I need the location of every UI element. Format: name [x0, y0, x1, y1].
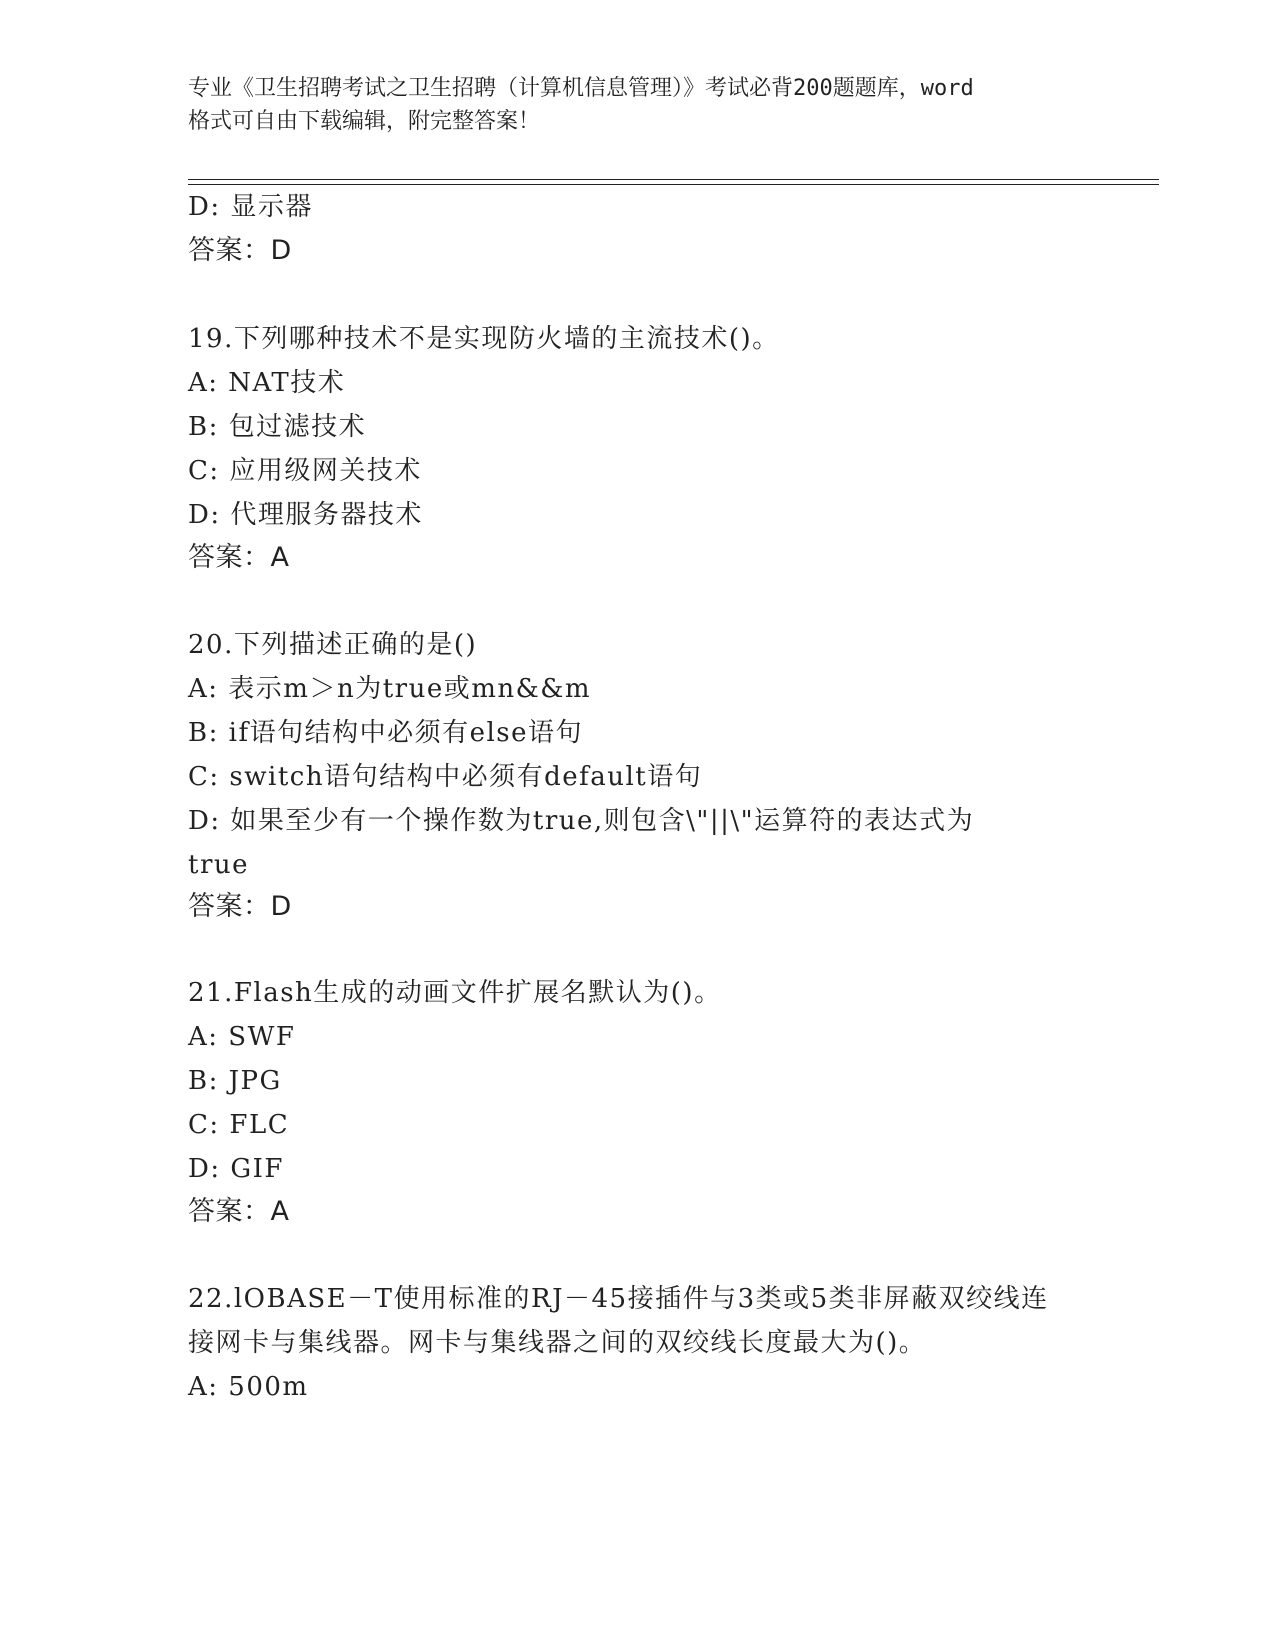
header-line-2: 格式可自由下载编辑，附完整答案！ [188, 109, 541, 134]
q19-option-a: A: NAT技术 [188, 368, 346, 398]
q20-option-a: A: 表示m＞n为true或mn&&m [188, 674, 592, 704]
q21-option-c: C: FLC [188, 1110, 290, 1140]
prev-option-d: D: 显示器 [188, 192, 313, 222]
q21-option-a: A: SWF [188, 1022, 296, 1052]
q19-answer: 答案：A [188, 542, 290, 573]
q19-option-c: C: 应用级网关技术 [188, 456, 422, 486]
q20-stem: 20.下列描述正确的是() [188, 630, 478, 660]
document-header [188, 72, 1088, 138]
header-rule-bottom [188, 184, 1159, 185]
q22-stem-line-2: 接网卡与集线器。网卡与集线器之间的双绞线长度最大为()。 [188, 1328, 927, 1358]
q19-stem: 19.下列哪种技术不是实现防火墙的主流技术()。 [188, 324, 780, 354]
q22-option-a: A: 500m [188, 1372, 309, 1402]
q19-option-b: B: 包过滤技术 [188, 412, 367, 442]
q22-stem-line-1: 22.lOBASE－T使用标准的RJ－45接插件与3类或5类非屏蔽双绞线连 [188, 1284, 1049, 1314]
q21-option-d: D: GIF [188, 1154, 284, 1184]
q20-option-d-line-2: true [188, 850, 250, 880]
q20-option-b: B: if语句结构中必须有else语句 [188, 718, 584, 748]
q21-answer: 答案：A [188, 1196, 290, 1227]
prev-answer: 答案：D [188, 235, 292, 266]
q20-option-d-line-1: D: 如果至少有一个操作数为true,则包含\"||\"运算符的表达式为 [188, 806, 975, 836]
q20-option-c: C: switch语句结构中必须有default语句 [188, 762, 703, 792]
q21-stem: 21.Flash生成的动画文件扩展名默认为()。 [188, 978, 722, 1008]
header-rule-top [188, 179, 1159, 180]
q20-answer: 答案：D [188, 891, 292, 922]
header-line-1: 专业《卫生招聘考试之卫生招聘（计算机信息管理）》考试必背200题题库，word [188, 76, 974, 101]
q21-option-b: B: JPG [188, 1066, 282, 1096]
q19-option-d: D: 代理服务器技术 [188, 500, 423, 530]
